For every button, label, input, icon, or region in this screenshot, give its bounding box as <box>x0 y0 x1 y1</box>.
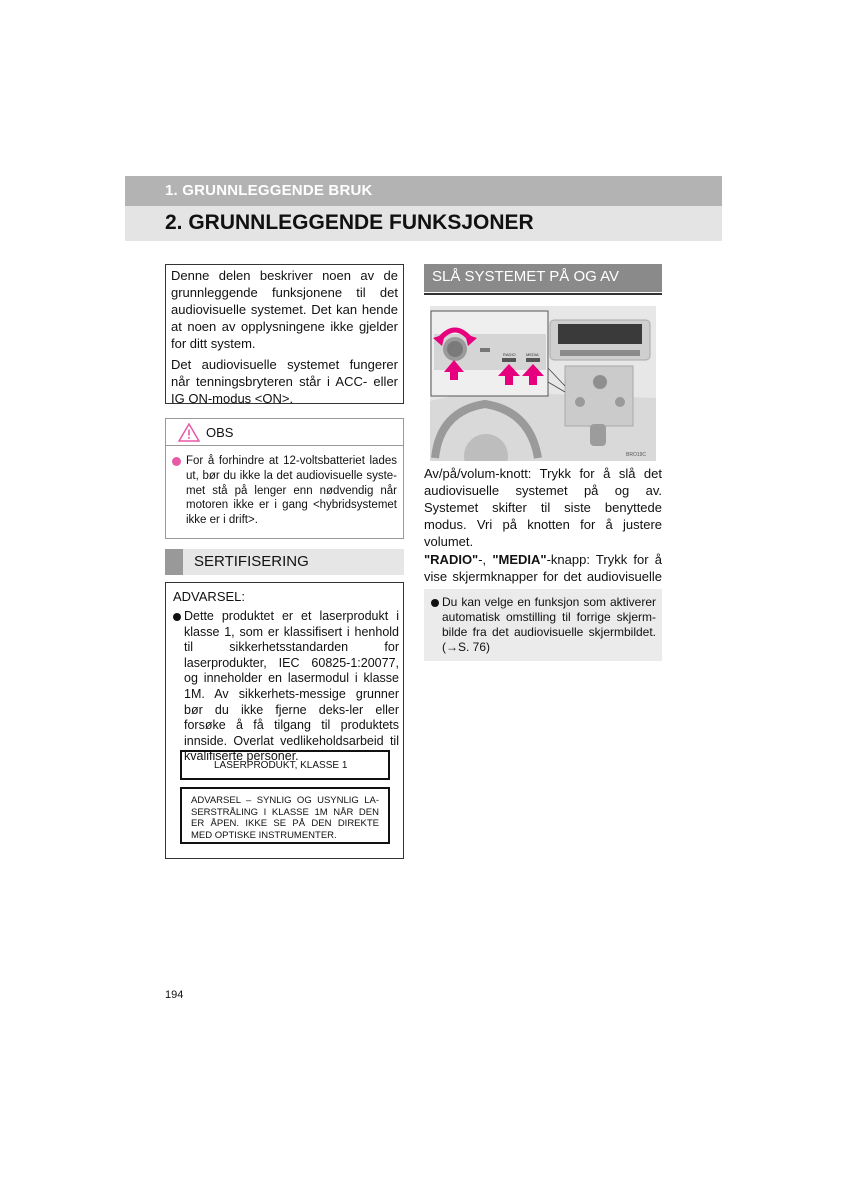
dashboard-illustration <box>430 306 656 461</box>
media-button-name: "MEDIA" <box>492 552 547 567</box>
buttons-description-text: -knapp: Trykk for å vise skjermknapper for det audiovisuelle <box>424 552 662 584</box>
laser-class-text: LASERPRODUKT, KLASSE 1 <box>214 760 348 771</box>
note-box <box>424 589 662 661</box>
section-header <box>125 206 722 241</box>
system-on-off-title: SLÅ SYSTEMET PÅ OG AV <box>432 268 620 285</box>
section-title: 2. GRUNNLEGGENDE FUNKSJONER <box>165 211 534 234</box>
warning-text: Dette produktet er et laserprodukt i klasse 1, som er klassifisert i henhold til sikkerhetsstandarden for laserprodukter, IEC 60825-1:20077, og inneholder en lasermodul i klasse 1M. Av sikkerhets-messige grunner bør du ikke fjerne deks-ler eller forsøke å få tilgang til produktets innside. Overlat vedlikeholdsarbeid til kvalifiserte personer. <box>184 609 399 764</box>
bullet-icon <box>431 599 439 607</box>
system-description <box>424 465 662 603</box>
media-button-label: MEDIA <box>526 352 539 357</box>
certification-label: SERTIFISERING <box>194 553 309 570</box>
heading-bar <box>165 549 183 575</box>
separator-text: -, <box>478 552 493 567</box>
chapter-title: 1. GRUNNLEGGENDE BRUK <box>165 182 373 199</box>
radio-button-label: RADIO <box>503 352 516 357</box>
obs-header <box>166 419 403 446</box>
warning-title: ADVARSEL: <box>173 589 246 604</box>
laser-class-label <box>180 750 390 780</box>
certification-heading <box>165 549 404 575</box>
knob-description: Av/på/volum-knott: Trykk for å slå det audiovisuelle systemet på og av. Systemet skifter til siste benyttede modus. Vri på knotten for å justere volumet. <box>424 466 662 549</box>
obs-body <box>166 446 403 528</box>
warning-item <box>173 609 399 765</box>
laser-warning-label: ADVARSEL – SYNLIG OG USYNLIG LA-SERSTRÅLING I KLASSE 1M NÅR DEN ER ÅPEN. IKKE SE PÅ DEN DIREKTE MED OPTISKE INSTRUMENTER. <box>180 787 390 844</box>
intro-box <box>165 264 404 404</box>
obs-text: For å forhindre at 12-voltsbatteriet lades ut, bør du ikke la det audiovisuelle syste-met stå på lenger enn nødvendig når motoren ikke er i gang <hybridsystemet ikke er i drift>. <box>186 455 397 527</box>
note-text: Du kan velge en funksjon som aktiverer automatisk omstilling til forrige skjerm-bilde fra det audiovisuelle skjermbildet. (→S. 76) <box>442 595 656 654</box>
image-code: BRO19C <box>626 452 647 458</box>
page-number: 194 <box>165 989 184 1001</box>
radio-button-name: "RADIO" <box>424 552 479 567</box>
intro-paragraph-2: Det audiovisuelle systemet fungerer når tenningsbryteren står i ACC- eller IG ON-modus <ON>. <box>171 357 398 406</box>
intro-paragraph-1: Denne delen beskriver noen av de grunnleggende funksjonene til det audiovisuelle systemet. Det kan hende at noen av opplysningene ikke gjelder for ditt system. <box>171 268 398 351</box>
bullet-icon <box>173 613 181 621</box>
chapter-header <box>125 176 722 206</box>
bullet-icon <box>172 457 181 466</box>
obs-box <box>165 418 404 539</box>
obs-label: OBS <box>206 425 234 440</box>
warning-triangle-icon <box>178 423 200 442</box>
system-on-off-heading <box>424 264 662 292</box>
